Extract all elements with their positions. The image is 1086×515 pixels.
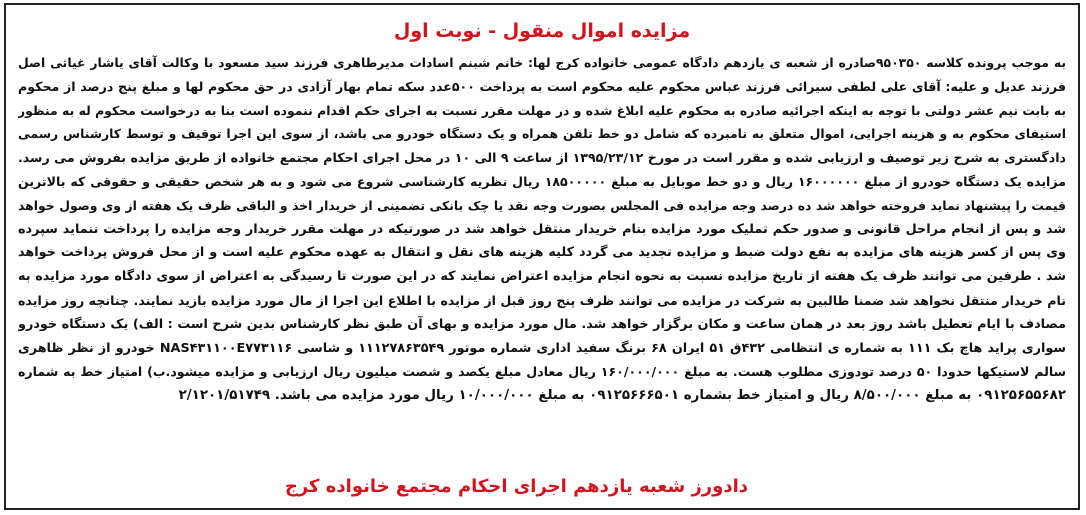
body-line: فرزند عدیل و علیه: آقای علی لطفی سیرائی فرزند عباس محکوم علیه محکوم است به پرداخت ۵۰۰عدد سکه تمام بهار آزادی در حق محکوم لها و مبلغ پنج درصد از محکوم [18, 78, 1066, 94]
body-line: وی پس از کسر هزینه های مزایده به نفع دولت ضبط و مزایده تجدید می گردد کلیه هزینه های نقل و انتقال به عهده محکوم علیه است و از محل فروش پرداخت خواهد [18, 245, 1066, 261]
body-line: سالم لاستیکها حدودا ۵۰ درصد تودوزی مطلوب هست. به مبلغ ۱۶۰/۰۰۰/۰۰۰ ریال معادل مبلغ یکصد و شصت میلیون ریال ارزیابی و مزایده میشود.ب) امتیاز خط به شماره [18, 364, 1066, 380]
notice-frame [4, 3, 1080, 510]
body-line: مزایده یک دستگاه خودرو از مبلغ ۱۶۰۰۰۰۰۰ ریال و دو خط موبایل به مبلغ ۱۸۵۰۰۰۰۰ ریال نظریه کارشناسی شروع می شود و به هر شخص حقیقی و حقوقی که بالاترین [18, 173, 1066, 189]
notice-body [18, 51, 1066, 408]
body-line: مصادف با ایام تعطیل باشد روز بعد در همان ساعت و مکان برگزار خواهد شد. مال مورد مزایده و بهای آن طبق نظر کارشناس بدین شرح است : الف) یک دستگاه خودرو [18, 316, 1066, 332]
body-line: سواری پراید هاچ بک ۱۱۱ به شماره ی انتظامی ۴۳۲ق ۵۱ ایران ۶۸ برنگ سفید اداری شماره موتور ۱۱۱۲۷۸۶۳۵۴۹ و شاسی NAS۴۳۱۱۰۰E۷۷۳۱۱۶ خودرو از نظر ظاهری [18, 340, 1066, 356]
body-line: قیمت را پیشنهاد نماید فروخته خواهد شد ده درصد وجه مزایده فی المجلس بصورت وجه نقد یا چک بانکی تضمینی از خریدار اخذ و الباقی ظرف یک هفته از وی وصول خواهد [18, 197, 1066, 213]
body-line: دادگستری به شرح زیر توصیف و ارزیابی شده و مقرر است در مورخ ۱۳۹۵/۲۳/۱۲ از ساعت ۹ الی ۱۰ در محل اجرای احکام مجتمع خانواده از طریق مزایده بفروش می رسد. [18, 150, 1066, 166]
body-line: به بابت نیم عشر دولتی با توجه به اینکه اجرائیه صادره به محکوم علیه ابلاغ شده و در مهلت مقرر نسبت به اجرای حکم اقدام ننموده است بنا به درخواست محکوم له به منظور [18, 102, 1066, 118]
body-line: ۰۹۱۲۵۶۵۵۶۸۲ به مبلغ ۸/۵۰۰/۰۰۰ ریال و امتیاز خط بشماره ۰۹۱۲۵۶۶۶۵۰۱ به مبلغ ۱۰/۰۰۰/۰۰۰ ریال مورد مزایده می باشد. ۲/۱۲۰۱/۵۱۷۴۹ [178, 388, 1066, 404]
notice-title: مزایده اموال منقول - نوبت اول [393, 20, 691, 42]
notice-signature: دادورز شعبه یازدهم اجرای احکام مجتمع خانواده کرج [284, 476, 748, 497]
body-line: استیفای محکوم به و هزینه اجرایی، اموال متعلق به نامبرده که شامل دو خط تلفن همراه و یک دستگاه خودرو می باشد، از سوی این اجرا توقیف و توسط کارشناس رسمی [18, 126, 1066, 142]
body-line: به موجب پرونده کلاسه ۹۵۰۳۵۰صادره از شعبه ی یازدهم دادگاه عمومی خانواده کرج لها: خانم شبنم اسادات مدیرطاهری فرزند سید مسعود با وکالت آقای یاشار غیاثی اصل [18, 55, 1066, 70]
body-line: شد . طرفین می توانند ظرف یک هفته از تاریخ مزایده نسبت به نحوه انجام مزایده اعتراض نمایند که در این صورت تا رسیدگی به اعتراض از سوی دادگاه مورد مزایده به [18, 269, 1066, 285]
body-line: شد و پس از انجام مراحل قانونی و صدور حکم تملیک مورد مزایده بنام خریدار منتقل خواهد شد در صورتیکه در مهلت مقرر خریدار وجه مزایده را پرداخت ننماید سپرده [18, 221, 1066, 237]
body-line: نام خریدار منتقل نخواهد شد ضمنا طالبین به شرکت در مزایده می توانند ظرف پنج روز قبل از مزایده با اطلاع این اجرا از مال مورد مزایده بازید نمایند. چنانچه روز مزایده [18, 292, 1066, 308]
